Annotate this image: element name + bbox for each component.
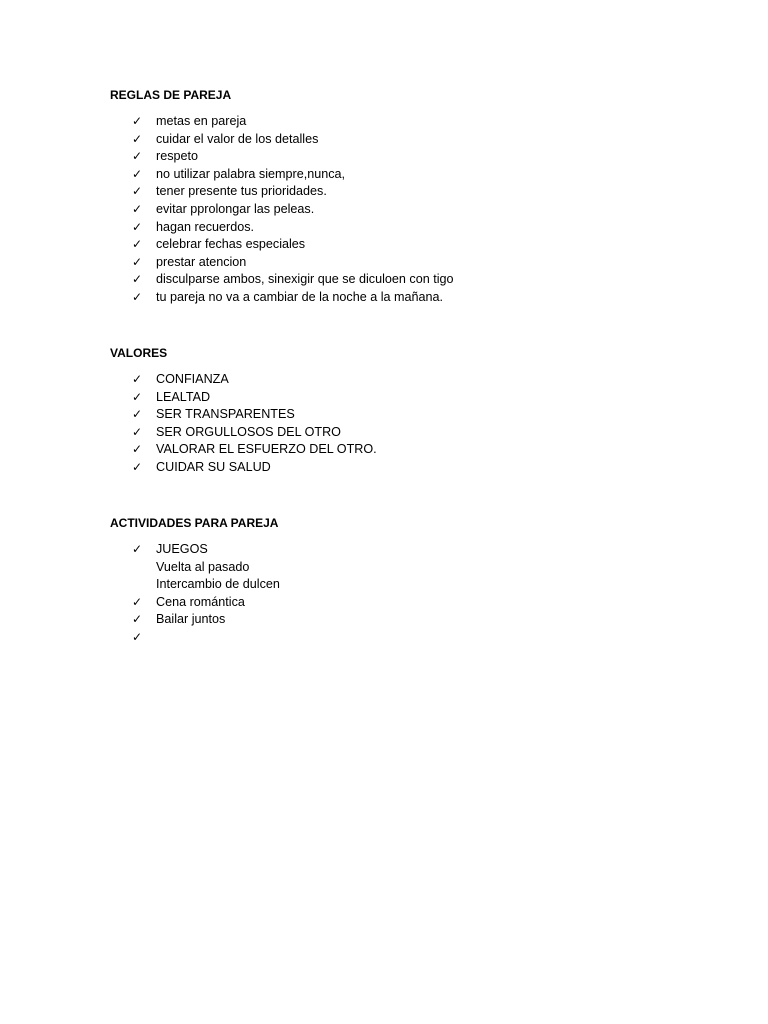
list-item-text: VALORAR EL ESFUERZO DEL OTRO. [156, 442, 377, 457]
checklist [110, 371, 670, 477]
list-item-text: CUIDAR SU SALUD [156, 459, 271, 474]
list-item [110, 219, 670, 237]
list-item [110, 201, 670, 219]
list-item [110, 459, 670, 477]
checkmark-icon: ✓ [132, 254, 143, 269]
checkmark-icon: ✓ [132, 237, 143, 252]
checkmark-icon: ✓ [132, 114, 143, 128]
list-item-text: Bailar juntos [156, 612, 226, 627]
section-heading: REGLAS DE PAREJA [110, 88, 232, 102]
checkmark-icon: ✓ [132, 289, 143, 304]
checkmark-icon: ✓ [132, 459, 143, 474]
list-item-text: tener presente tus prioridades. [156, 184, 327, 199]
list-item-text: hagan recuerdos. [156, 219, 255, 234]
list-item-text: tu pareja no va a cambiar de la noche a la mañana. [156, 289, 444, 304]
checklist [110, 113, 670, 307]
list-item [110, 629, 670, 647]
list-item-text: disculparse ambos, sinexigir que se diculoen con tigo [156, 272, 454, 287]
checkmark-icon: ✓ [132, 272, 143, 287]
list-item-text: LEALTAD [156, 389, 211, 404]
list-item-text: SER ORGULLOSOS DEL OTRO [156, 424, 341, 439]
list-item-text: metas en pareja [156, 114, 247, 128]
list-item [110, 594, 670, 612]
checkmark-icon: ✓ [132, 201, 143, 216]
checkmark-icon: ✓ [132, 594, 143, 609]
list-item [110, 236, 670, 254]
checkmark-icon: ✓ [132, 442, 143, 457]
list-item [110, 406, 670, 424]
checkmark-icon: ✓ [132, 407, 143, 422]
list-item-text: respeto [156, 149, 199, 164]
list-item-text: CONFIANZA [156, 372, 229, 386]
list-item [110, 166, 670, 184]
checkmark-icon: ✓ [132, 219, 143, 234]
checkmark-icon: ✓ [132, 629, 143, 644]
checklist [110, 541, 670, 647]
list-item [110, 131, 670, 149]
list-item [110, 424, 670, 442]
checkmark-icon: ✓ [132, 166, 143, 181]
list-item-text: evitar pprolongar las peleas. [156, 201, 315, 216]
list-item-text: prestar atencion [156, 254, 247, 269]
list-item [110, 113, 670, 131]
checkmark-icon: ✓ [132, 612, 143, 627]
checkmark-icon: ✓ [132, 184, 143, 199]
section-reglas-de-pareja [110, 87, 670, 307]
section-heading: VALORES [110, 346, 168, 360]
checkmark-icon: ✓ [132, 389, 143, 404]
list-item [110, 254, 670, 272]
section-valores [110, 345, 670, 477]
list-item-text: cuidar el valor de los detalles [156, 131, 319, 146]
section-actividades-para-pareja [110, 515, 670, 647]
list-item-text: Cena romántica [156, 594, 245, 609]
list-item-text: celebrar fechas especiales [156, 237, 306, 252]
list-item-text: JUEGOS [156, 542, 208, 556]
list-item-text: Vuelta al pasado [156, 559, 250, 574]
list-item [110, 148, 670, 166]
list-item-text: SER TRANSPARENTES [156, 407, 295, 422]
list-item [110, 183, 670, 201]
list-item [110, 559, 670, 577]
list-item [110, 541, 670, 559]
checkmark-icon: ✓ [132, 149, 143, 164]
list-item [110, 441, 670, 459]
list-item-text: no utilizar palabra siempre,nunca, [156, 166, 346, 181]
section-heading: ACTIVIDADES PARA PAREJA [110, 516, 279, 530]
list-item-text: Intercambio de dulcen [156, 577, 280, 592]
list-item [110, 576, 670, 594]
list-item [110, 371, 670, 389]
list-item [110, 611, 670, 629]
list-item [110, 271, 670, 289]
checkmark-icon: ✓ [132, 131, 143, 146]
list-item [110, 289, 670, 307]
checkmark-icon: ✓ [132, 372, 143, 386]
list-item [110, 389, 670, 407]
checkmark-icon: ✓ [132, 542, 143, 556]
checkmark-icon: ✓ [132, 424, 143, 439]
